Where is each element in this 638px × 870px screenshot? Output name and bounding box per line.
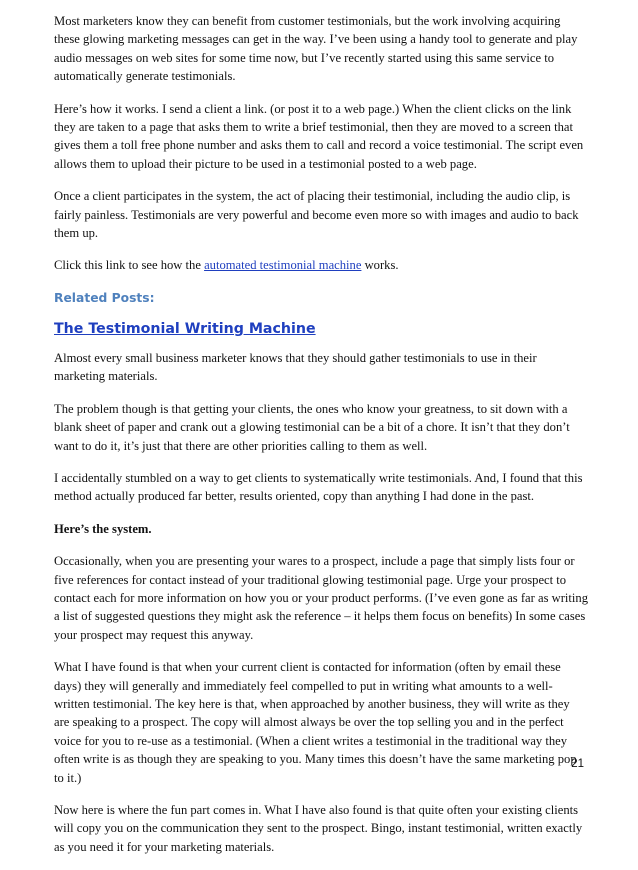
post-paragraph-3: I accidentally stumbled on a way to get clients to systematically write testimonials. And, I found that this method actually produced far better, results oriented, copy than anything I had done in the past. [54,470,583,504]
intro-paragraph-3: Once a client participates in the system, the act of placing their testimonial, including the audio clip, is fairly painless. Testimonials are very powerful and become even more so with images and audio to back them up. [54,189,579,241]
post-subheading: Here’s the system. [54,521,152,536]
intro-paragraph-1: Most marketers know they can benefit from customer testimonials, but the work involving acquiring these glowing marketing messages can get in the way. I’ve been using a handy tool to generate and play audio messages on web sites for some time now, but I’ve recently started using this same service to automatically generate testimonials. [54,14,578,84]
page-number: 21 [571,758,584,770]
link-lead-text: Click this link to see how the [54,258,205,273]
document-page [54,12,588,870]
post-paragraph-6: Now here is where the fun part comes in. What I have also found is that quite often your existing clients will copy you on the communication they sent to the prospect. Bingo, instant testimonial, written exactly as you need it for your marketing materials. [54,803,583,854]
related-posts-heading: Related Posts: [54,290,155,305]
post-title-link[interactable]: The Testimonial Writing Machine [54,320,316,337]
automated-testimonial-machine-link[interactable]: automated testimonial machine [204,258,362,273]
intro-paragraph-4 [54,256,588,274]
post-paragraph-4: Occasionally, when you are presenting your wares to a prospect, include a page that simply lists four or five references for contact instead of your traditional glowing testimonial page. Urge your prospect to contact each for more information on how you or your product performs. (I’ve even gone as far as writing a list of suggested questions they might ask the reference – it helps them focus on benefits) In some cases your prospect may request this anyway. [54,554,589,642]
post-paragraph-2: The problem though is that getting your clients, the ones who know your greatness, to sit down with a blank sheet of paper and crank out a glowing testimonial can be a bit of a chore. It isn’t that they don’t want to do it, it’s just that there are other priorities calling to them as well. [54,401,570,453]
post-paragraph-5: What I have found is that when your current client is contacted for information (often by email these days) they will generally and immediately feel compelled to put in writing what amounts to a well-written testimonial. The key here is that, when approached by another business, they will write as they are speaking to a prospect. The copy will almost always be over the top selling you and in the perfect voice for you to re-use as a testimonial. (When a client writes a testimonial in the traditional way they often write is as though they are speaking to you. Many times this doesn’t have the same marketing pop to it.) [54,660,577,785]
link-trail-text: works. [361,258,399,273]
intro-paragraph-2: Here’s how it works. I send a client a link. (or post it to a web page.) When the client clicks on the link they are taken to a page that asks them to write a brief testimonial, then they are moved to a screen that gives them a toll free phone number and asks them to call and record a voice testimonial. The script even allows them to upload their picture to be used in a testimonial posted to a web page. [54,101,584,171]
post-paragraph-1: Almost every small business marketer knows that they should gather testimonials to use in their marketing materials. [54,350,537,384]
